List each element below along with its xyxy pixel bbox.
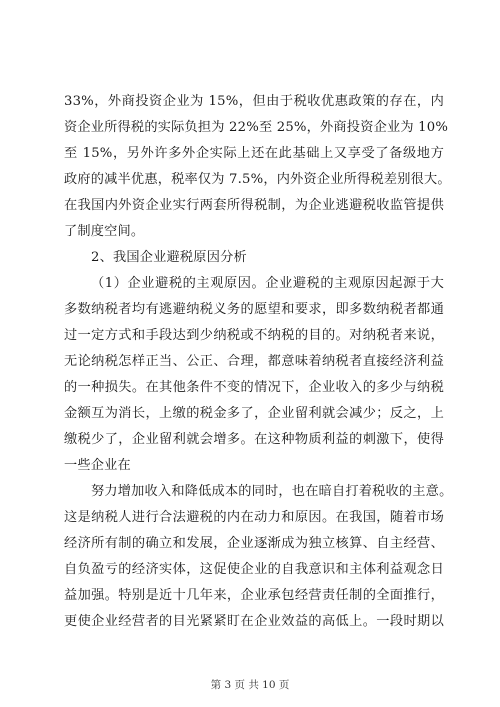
text-line: 益加强。特别是近十几年来，企业承包经营责任制的全面推行， xyxy=(64,588,444,603)
text-line: 无论纳税怎样正当、公正、合理，都意味着纳税者直接经济利益 xyxy=(64,354,444,369)
text-line: 政府的减半优惠，税率仅为 7.5%，内外资企业所得税差别很大。 xyxy=(64,172,451,187)
text-line: 过一定方式和手段达到少纳税或不纳税的目的。对纳税者来说， xyxy=(64,328,444,343)
text-line: 努力增加收入和降低成本的同时，也在暗自打着税收的主意。 xyxy=(91,484,453,499)
text-line: 了制度空间。 xyxy=(64,224,145,239)
text-line: 的一种损失。在其他条件不变的情况下，企业收入的多少与纳税 xyxy=(64,380,444,395)
text-line: 一些企业在 xyxy=(64,458,131,473)
page-indicator: 第 3 页 共 10 页 xyxy=(210,679,290,691)
page-footer xyxy=(0,677,500,692)
text-line: 经济所有制的确立和发展，企业逐渐成为独立核算、自主经营、 xyxy=(64,536,444,551)
text-line: 在我国内外资企业实行两套所得税制，为企业逃避税收监管提供 xyxy=(64,198,444,213)
text-line: （1）企业避税的主观原因。企业避税的主观原因起源于大 xyxy=(91,276,444,291)
section-heading: 2、我国企业避税原因分析 xyxy=(91,250,247,265)
text-line: 缴税少了，企业留利就会增多。在这种物质利益的刺激下，使得 xyxy=(64,432,444,447)
document-body xyxy=(64,89,453,635)
text-line: 至 15%，另外许多外企实际上还在此基础上又享受了备级地方 xyxy=(64,146,444,161)
text-line: 自负盈亏的经济实体，这促使企业的自我意识和主体利益观念日 xyxy=(64,562,444,577)
text-line: 这是纳税人进行合法避税的内在动力和原因。在我国，随着市场 xyxy=(64,510,444,525)
text-line: 33%，外商投资企业为 15%，但由于税收优惠政策的存在，内 xyxy=(64,94,444,109)
text-line: 金额互为消长，上缴的税金多了，企业留利就会减少；反之，上 xyxy=(64,406,444,421)
text-line: 多数纳税者均有逃避纳税义务的愿望和要求，即多数纳税者都通 xyxy=(64,302,444,317)
text-line: 资企业所得税的实际负担为 22%至 25%，外商投资企业为 10% xyxy=(64,120,449,135)
text-line: 更使企业经营者的目光紧紧盯在企业效益的高低上。一段时期以 xyxy=(64,614,444,629)
